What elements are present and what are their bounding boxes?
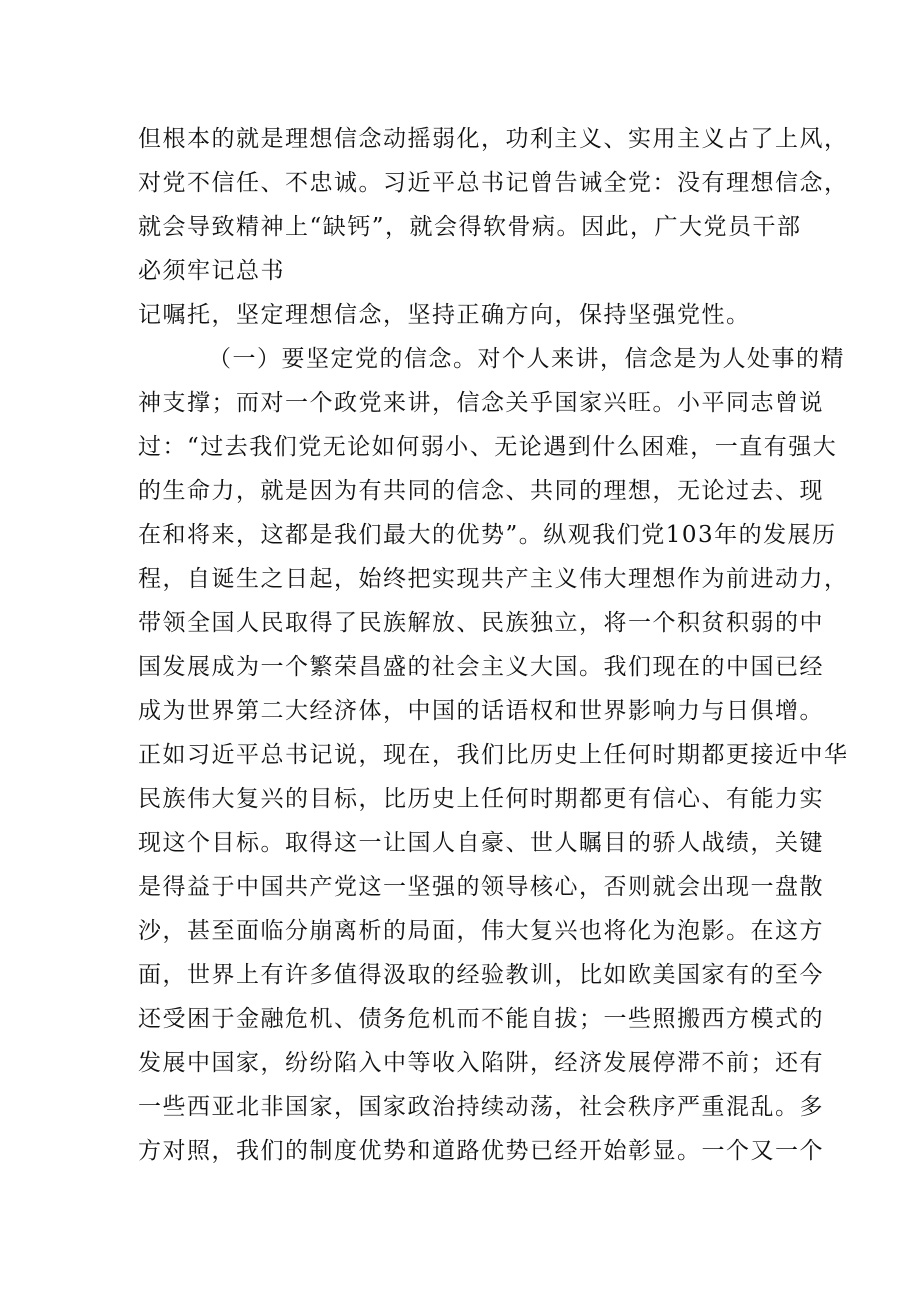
text-line: 程，自诞生之日起，始终把实现共产主义伟大理想作为前进动力， [138,566,849,592]
text-line: 国发展成为一个繁荣昌盛的社会主义大国。我们现在的中国已经 [138,654,824,680]
text-line: 一些西亚北非国家，国家政治持续动荡，社会秩序严重混乱。多 [138,1094,824,1120]
text-line: 对党不信任、不忠诚。习近平总书记曾告诫全党：没有理想信念， [138,170,849,196]
text-line: 民族伟大复兴的目标，比历史上任何时期都更有信心、有能力实 [138,786,824,812]
document-body [138,117,849,1173]
text-line: 神支撑；而对一个政党来讲，信念关乎国家兴旺。小平同志曾说 [138,390,824,416]
text-line: 发展中国家，纷纷陷入中等收入陷阱，经济发展停滞不前；还有 [138,1050,824,1076]
text-line: 正如习近平总书记说，现在，我们比历史上任何时期都更接近中华 [138,742,849,768]
paragraph-first-line: （一）要坚定党的信念。对个人来讲，信念是为人处事的精 [208,346,845,372]
text-line: 记嘱托，坚定理想信念，坚持正确方向，保持坚强党性。 [138,302,751,328]
text-line: 就会导致精神上“缺钙”，就会得软骨病。因此，广大党员干部 [138,214,802,240]
text-line: 带领全国人民取得了民族解放、民族独立，将一个积贫积弱的中 [138,610,824,636]
text-line: 是得益于中国共产党这一坚强的领导核心，否则就会出现一盘散 [138,874,824,900]
text-line: 面，世界上有许多值得汲取的经验教训，比如欧美国家有的至今 [138,962,824,988]
text-line: 的生命力，就是因为有共同的信念、共同的理想，无论过去、现 [138,478,824,504]
text-line: 现这个目标。取得这一让国人自豪、世人瞩目的骄人战绩，关键 [138,830,824,856]
text-line: 必须牢记总书 [138,258,285,284]
text-line: 还受困于金融危机、债务危机而不能自拔；一些照搬西方模式的 [138,1006,824,1032]
text-line: 成为世界第二大经济体，中国的话语权和世界影响力与日俱增。 [138,698,824,724]
text-line: 但根本的就是理想信念动摇弱化，功利主义、实用主义占了上风， [138,126,849,152]
text-line: 沙，甚至面临分崩离析的局面，伟大复兴也将化为泡影。在这方 [138,918,824,944]
text-line: 方对照，我们的制度优势和道路优势已经开始彰显。一个又一个 [138,1138,824,1164]
text-line: 在和将来，这都是我们最大的优势”。纵观我们党103年的发展历 [138,522,837,548]
text-line: 过：“过去我们党无论如何弱小、无论遇到什么困难，一直有强大 [138,434,838,460]
